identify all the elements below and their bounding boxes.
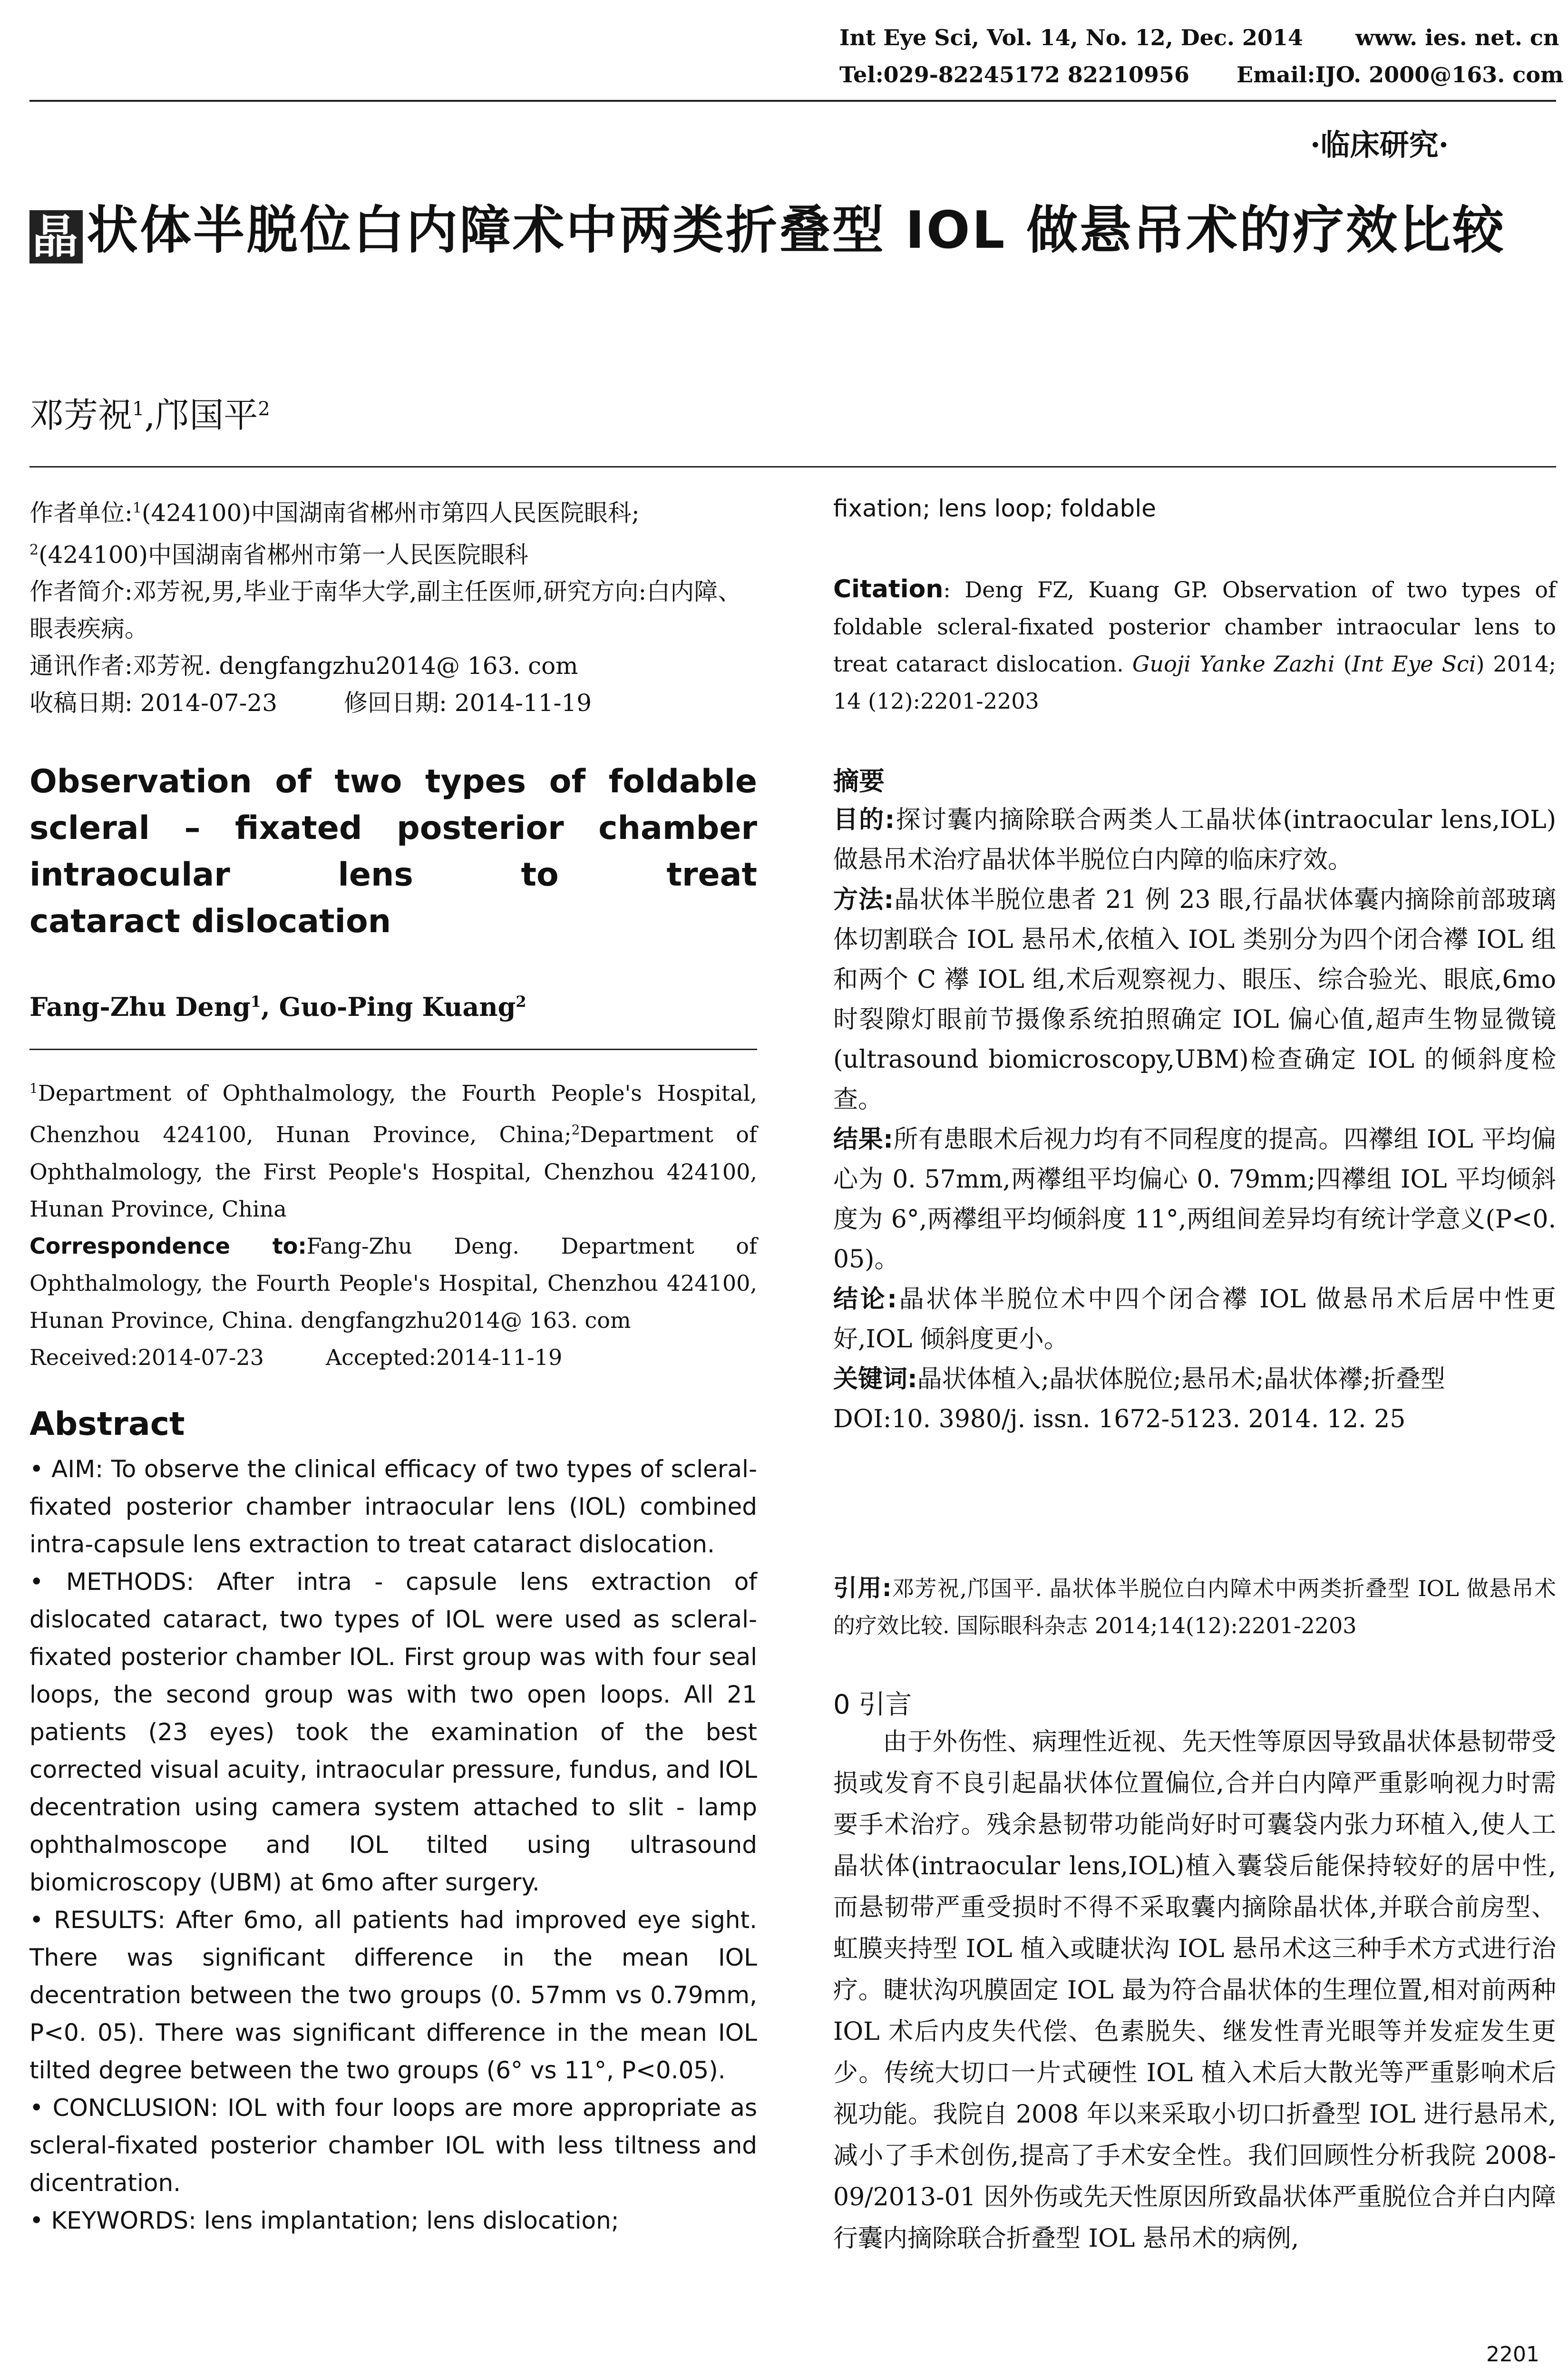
en-title-line-2: scleral – fixated posterior chamber [29,809,757,847]
cn-conclusion [833,1279,1556,1359]
intro-paragraph: 由于外伤性、病理性近视、先天性等原因导致晶状体悬韧带受损或发育不良引起晶状体位置偏位,合并白内障严重影响视力时需要手术治疗。残余悬韧带功能尚好时可囊袋内张力环植入,使人工晶状体(intraocular lens,IOL)植入囊袋后能保持较好的居中性,而悬韧带严重受损时不得不采取囊内摘除晶状体,并联合前房型、虹膜夹持型 IOL 植入或睫状沟 IOL 悬吊术这三种手术方式进行治疗。睫状沟巩膜固定 IOL 最为符合晶状体的生理位置,相对前两种 IOL 术后内皮失代偿、色素脱失、继发性青光眼等并发症发生更少。传统大切口一片式硬性 IOL 植入术后大散光等严重影响术后视功能。我院自 2008 年以来采取小切口折叠型 IOL 进行悬吊术,减小了手术创伤,提高了手术安全性。我们回顾性分析我院 2008-09/2013-01 因外伤或先天性原因所致晶状体严重脱位合并白内障行囊内摘除联合折叠型 IOL 悬吊术的病例, [833,1728,1556,2253]
journal-email: Email:IJO. 2000@163. com [1237,62,1564,88]
aff-sup-2: 2 [571,1122,580,1138]
title-dropcap: 晶 [29,210,83,263]
aff-2: Department of Ophthalmology, the First People's Hospital, Chenzhou 424100, Hunan Province, China [29,1121,757,1222]
cn-methods [833,880,1556,1120]
received-date: 收稿日期: 2014-07-23 [29,689,278,717]
cn-reference [833,1569,1556,1644]
affiliations [29,1070,757,1376]
corr-label: Correspondence to: [29,1233,307,1259]
cn-abstract [833,800,1556,1439]
author-unit [29,490,757,532]
cn-ref-text: 邓芳祝,邝国平. 晶状体半脱位白内障术中两类折叠型 IOL 做悬吊术的疗效比较. 国际眼科杂志 2014;14(12):2201-2203 [833,1576,1556,1638]
author-1-sup: 1 [132,398,145,420]
cn-ref-label: 引用: [833,1574,892,1602]
correspondence [29,1227,757,1339]
cn-methods-text: 晶状体半脱位患者 21 例 23 眼,行晶状体囊内摘除前部玻璃体切割联合 IOL 悬吊术,依植入 IOL 类别分为四个闭合襻 IOL 组和两个 C 襻 IOL 组,术后观察视力、眼压、综合验光、眼底,6mo 时裂隙灯眼前节摄像系统拍照确定 IOL 偏心值,超声生物显微镜(ultrasound biomicroscopy,UBM)检查确定 IOL 的倾斜度检查。 [833,886,1557,1114]
cn-abstract-heading: 摘要 [833,766,885,796]
citation-paren: ( [1334,651,1352,677]
header-rule [29,100,1556,102]
cn-keywords-label: 关键词: [833,1365,917,1393]
cn-keywords-text: 晶状体植入;晶状体脱位;悬吊术;晶状体襻;折叠型 [917,1365,1445,1393]
en-title-line-4: cataract dislocation [29,903,391,940]
en-author-2: Guo-Ping Kuang [279,992,516,1022]
en-author-1: Fang-Zhu Deng [29,992,251,1022]
doi: DOI:10. 3980/j. issn. 1672-5123. 2014. 12. 25 [833,1405,1406,1433]
intro-heading: 0 引言 [833,1689,912,1720]
cn-aim-text: 探讨囊内摘除联合两类人工晶状体(intraocular lens,IOL)做悬吊术治疗晶状体半脱位白内障的临床疗效。 [833,806,1556,874]
journal-volume: Int Eye Sci, Vol. 14, No. 12, Dec. 2014 [839,25,1303,50]
en-title-line-1: Observation of two types of foldable [29,763,757,800]
citation-text: : Deng FZ, Kuang GP. Observation of two types of foldable scleral-fixated posterior chamber intraocular lens to treat cataract dislocation. [833,577,1556,677]
abstract-aim: • AIM: To observe the clinical efficacy of two types of scleral-fixated posterior chamber intraocular lens (IOL) combined intra-capsule lens extraction to treat cataract dislocation. [29,1455,757,1558]
abstract-heading: Abstract [29,1405,185,1443]
author-sep: , [144,395,156,435]
page-number: 2201 [1486,2342,1539,2367]
journal-website: www. ies. net. cn [1355,25,1559,50]
citation-journal-abbr: Int Eye Sci [1352,651,1476,677]
abstract-keywords-cont: fixation; lens loop; foldable [833,495,1156,522]
cn-aim [833,800,1556,880]
author-1-cn: 邓芳祝 [29,395,133,435]
journal-info [839,25,1303,50]
cn-results-text: 所有患眼术后视力均有不同程度的提高。四襻组 IOL 平均偏心为 0. 57mm,两襻组平均偏心 0. 79mm;四襻组 IOL 平均倾斜度为 6°,两襻组平均倾斜度 11°,两组间差异均有统计学意义(P<0. 05)。 [833,1125,1557,1274]
author-2-cn: 邝国平 [155,395,258,435]
cn-results-label: 结果: [833,1125,893,1154]
article-title [29,195,1556,266]
affiliation-text [29,1070,757,1227]
author-info [29,490,757,721]
title-rule [29,466,1556,468]
corresponding-author: 通讯作者:邓芳祝. dengfangzhu2014@ 163. com [29,652,578,680]
cn-conclusion-text: 晶状体半脱位术中四个闭合襻 IOL 做悬吊术后居中性更好,IOL 倾斜度更小。 [833,1285,1556,1354]
citation [833,571,1556,720]
abstract-body [29,1451,757,2240]
unit-2: (424100)中国湖南省郴州市第一人民医院眼科 [39,541,528,569]
en-author-rule [29,1049,757,1050]
revised-date: 修回日期: 2014-11-19 [344,689,592,717]
cn-results [833,1120,1556,1279]
citation-label: Citation [833,575,944,604]
unit-sup-2: 2 [29,541,39,558]
unit-1: (424100)中国湖南省郴州市第四人民医院眼科; [141,499,640,527]
english-title [29,759,757,945]
abstract-conclusion: • CONCLUSION: IOL with four loops are more appropriate as scleral-fixated posterior chamber IOL with less tiltness and dicentration. [29,2094,757,2197]
aff-sup-1: 1 [29,1081,38,1096]
cn-methods-label: 方法: [833,886,894,914]
dates [29,684,757,721]
citation-issue: ) 2014; 14 (12):2201-2203 [833,651,1556,714]
en-received: Received:2014-07-23 [29,1344,264,1370]
section-tag: ·临床研究· [1310,127,1449,162]
aff-1: Department of Ophthalmology, the Fourth People's Hospital, Chenzhou 424100, Hunan Province, China; [29,1080,757,1148]
abstract-keywords: • KEYWORDS: lens implantation; lens dislocation; [29,2207,619,2234]
authors-cn [29,388,270,437]
unit-sup-1: 1 [132,500,142,516]
en-accepted: Accepted:2014-11-19 [325,1344,563,1370]
journal-tel: Tel:029-82245172 82210956 [839,62,1189,88]
cn-aim-label: 目的: [833,806,895,834]
en-title-line-3: intraocular lens to treat [29,856,757,894]
citation-journal: Guoji Yanke Zazhi [1132,651,1335,677]
unit-label: 作者单位: [29,499,133,527]
author-2-sup: 2 [258,398,270,420]
author-unit-2 [29,532,757,574]
intro-body [833,1722,1556,2260]
en-dates [29,1339,757,1376]
en-author-2-sup: 2 [516,993,526,1011]
cn-keywords [833,1359,1556,1399]
en-author-1-sup: 1 [250,993,262,1011]
abstract-methods: • METHODS: After intra - capsule lens extraction of dislocated cataract, two types of IOL were used as scleral-fixated posterior chamber IOL. First group was with four seal loops, the second group was with two open loops. All 21 patients (23 eyes) took the examination of the best corrected visual acuity, intraocular pressure, fundus, and IOL decentration using camera system attached to slit - lamp ophthalmoscope and IOL tilted using ultrasound biomicroscopy (UBM) at 6mo after surgery. [29,1568,757,1896]
abstract-results: • RESULTS: After 6mo, all patients had improved eye sight. There was significant difference in the mean IOL decentration between the two groups (0. 57mm vs 0.79mm, P<0. 05). There was significant difference in the mean IOL tilted degree between the two groups (6° vs 11°, P<0.05). [29,1906,757,2084]
author-bio: 作者简介:邓芳祝,男,毕业于南华大学,副主任医师,研究方向:白内障、眼表疾病。 [29,578,742,643]
title-text: 状体半脱位白内障术中两类折叠型 IOL 做悬吊术的疗效比较 [87,201,1506,260]
cn-conclusion-label: 结论: [833,1285,897,1314]
english-authors: Fang-Zhu Deng$^1$, Guo-Ping Kuang$^2$ [29,992,526,1022]
corr-text: Fang-Zhu Deng. Department of Ophthalmology, the Fourth People's Hospital, Chenzhou 424100, Hunan Province, China. dengfangzhu2014@ 163. com [29,1233,757,1333]
